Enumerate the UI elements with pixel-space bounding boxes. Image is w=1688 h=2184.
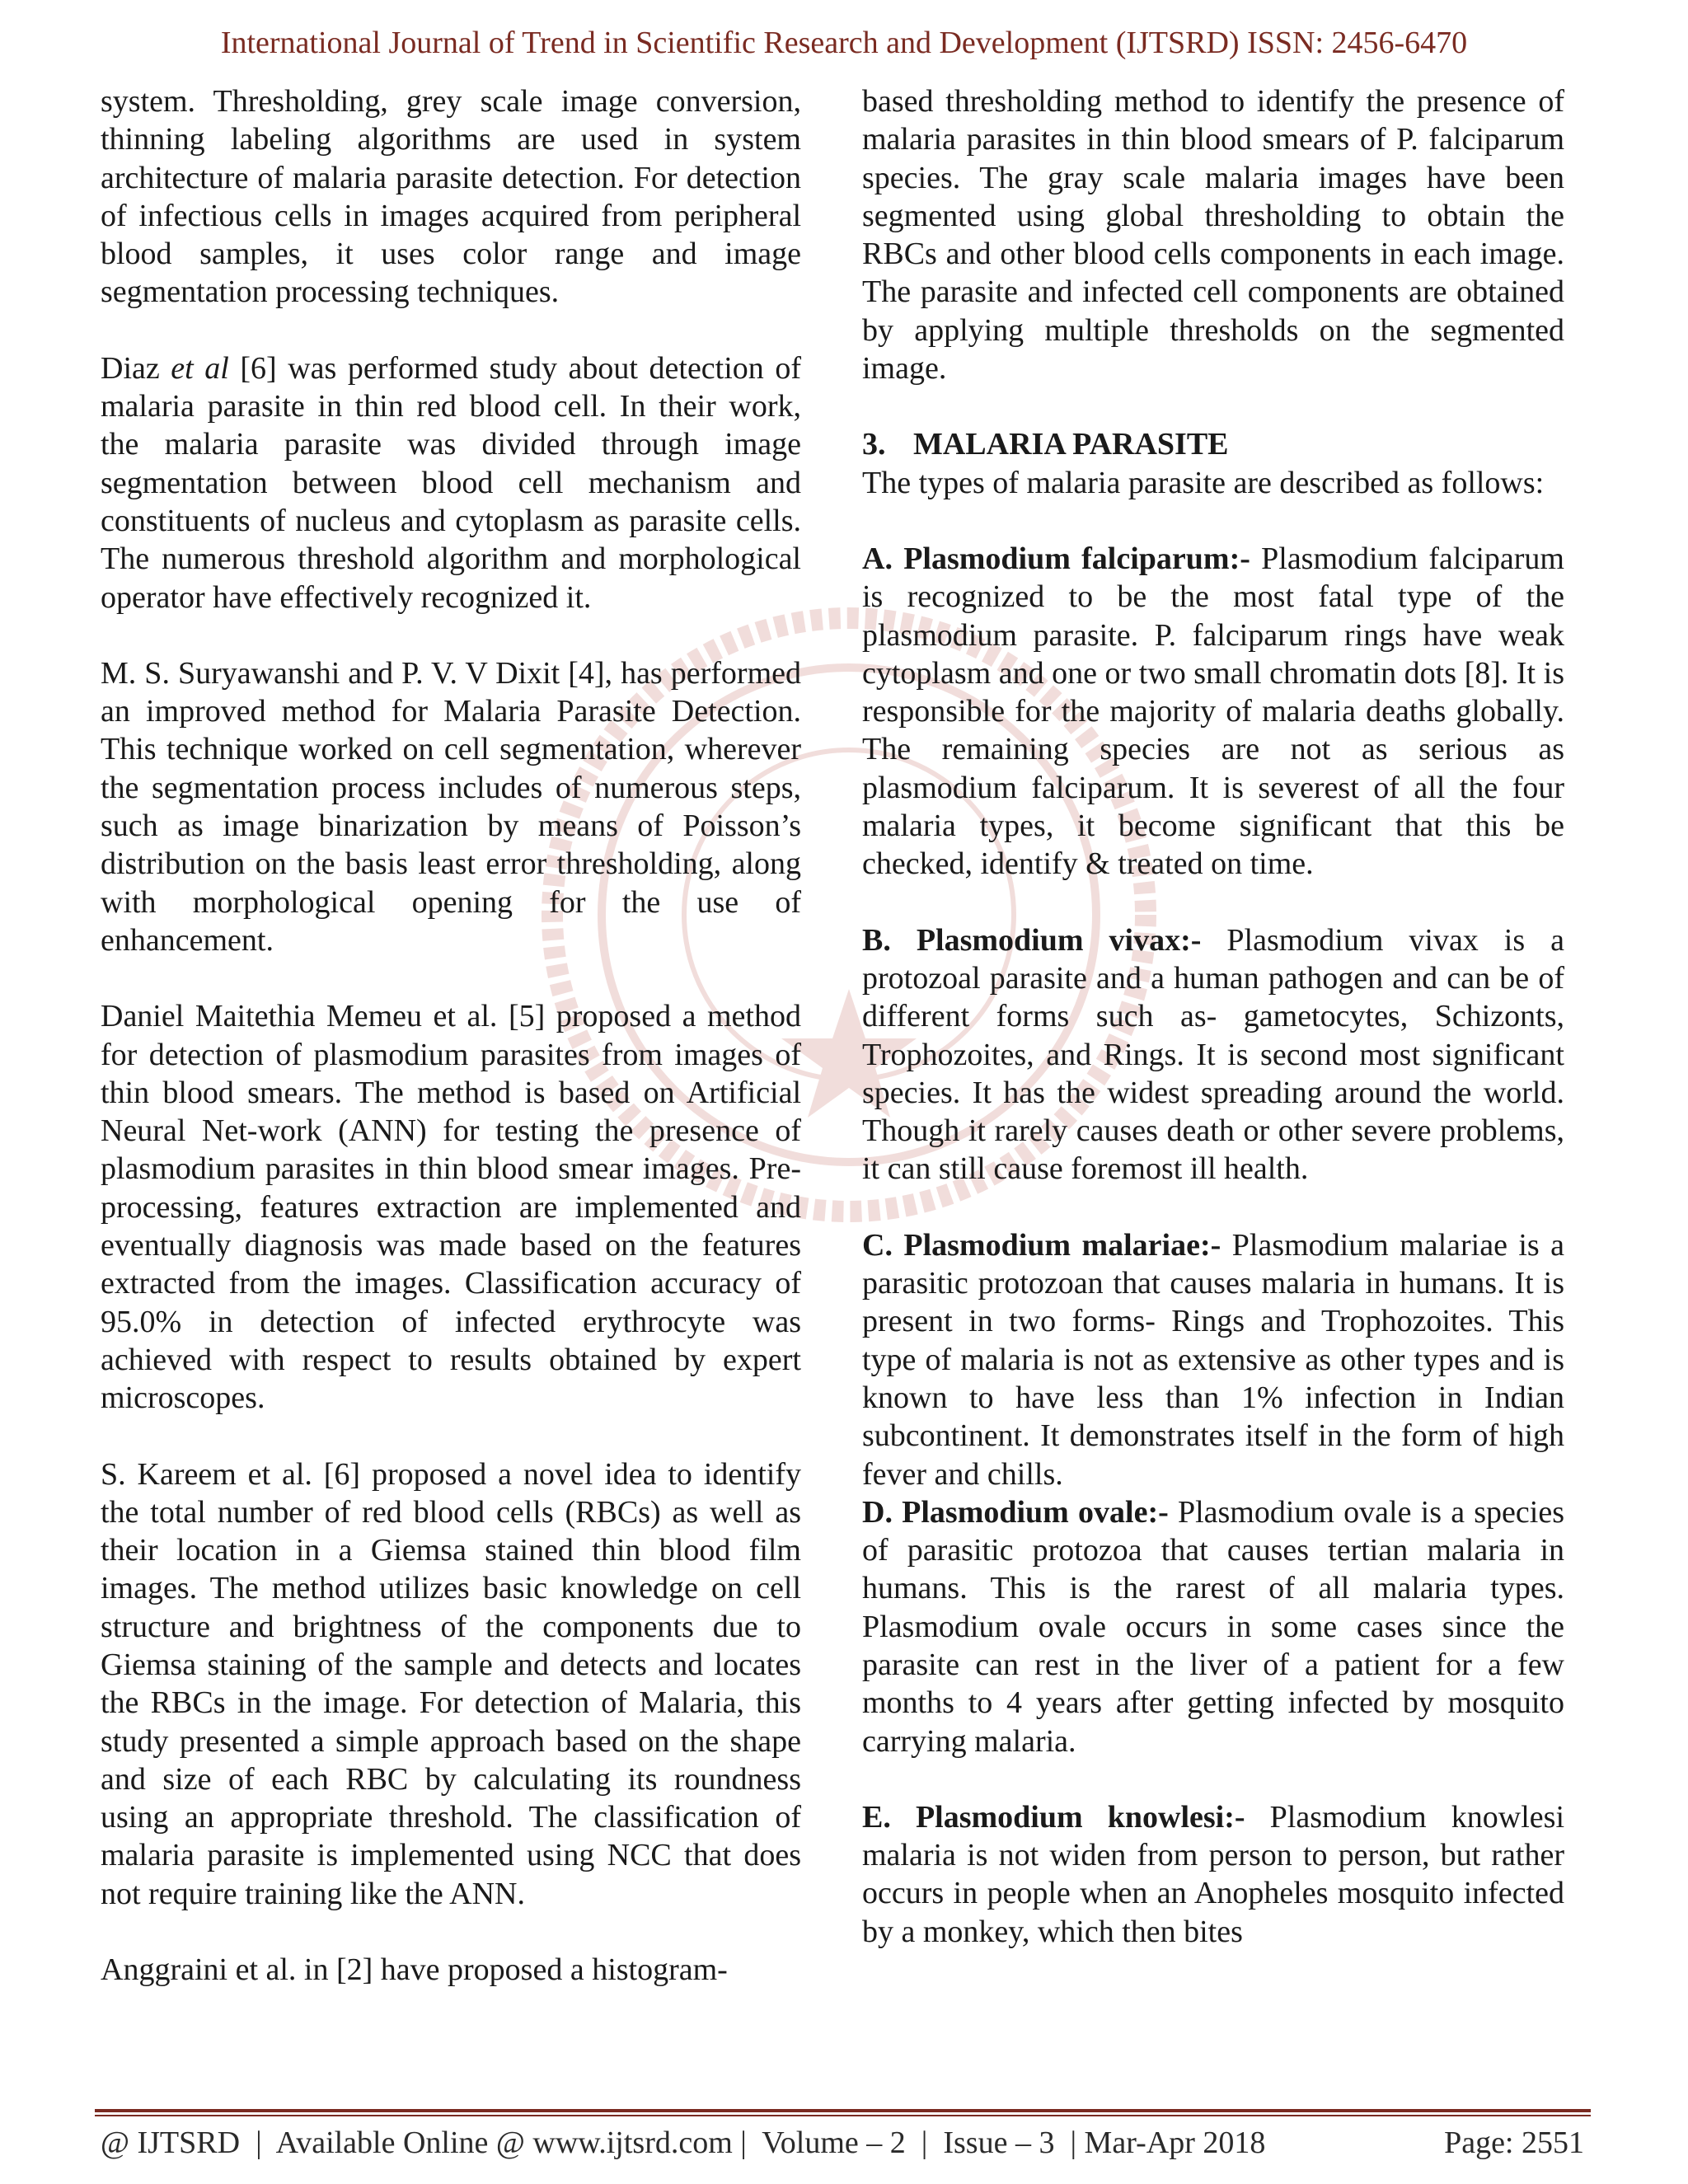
section-number: 3. [862, 427, 886, 462]
paragraph: system. Thresholding, grey scale image conversion, thinning labeling algorithms are used in system architecture of malaria parasite detection. For detection of infectious cells in images acquired from peripheral blood samples, it uses color range and image segmentation processing techniques. [101, 84, 801, 310]
paragraph: M. S. Suryawanshi and P. V. V Dixit [4], has performed an improved method for Malaria Parasite Detection. This technique worked on cell segmentation, wherever the segmentation process includes of numerous steps, such as image binarization by means of Poisson’s distribution on the basis least error thresholding, along with morphological opening for the use of enhancement. [101, 655, 801, 958]
species-text: Plasmodium falciparum is recognized to be the most fatal type of the plasmodium parasite. P. falciparum rings have weak cytoplasm and one or two small chromatin dots [8]. It is responsible for the majority of malaria deaths globally. The remaining species are not as serious as plasmodium falciparum. It is severest of all the four malaria types, it become significant that this be checked, identify & treated on time. [862, 541, 1564, 882]
paragraph: Anggraini et al. in [2] have proposed a histogram- [101, 1952, 728, 1988]
section-title: MALARIA PARASITE [913, 427, 1229, 462]
right-column [862, 82, 1564, 1951]
page-footer [101, 2125, 1584, 2161]
section-heading [862, 425, 1564, 463]
text: [6] was performed study about detection of malaria parasite in thin red blood cell. In their work, the malaria parasite was divided through image segmentation between blood cell mechanism and constituents of nucleus and cytoplasm as parasite cells. The numerous threshold algorithm and morphological operator have effectively recognized it. [101, 350, 801, 615]
species-falciparum [862, 540, 1564, 883]
paragraph: Daniel Maitethia Memeu et al. [5] proposed a method for detection of plasmodium parasites from images of thin blood smears. The method is based on Artificial Neural Net-work (ANN) for testing the presence of plasmodium parasites in thin blood smear images. Pre-processing, features extraction are implemented and eventually diagnosis was made based on the features extracted from the images. Classification accuracy of 95.0% in detection of infected erythrocyte was achieved with respect to results obtained by expert microscopes. [101, 999, 801, 1416]
journal-header: International Journal of Trend in Scientific Research and Development (IJTSRD) ISSN: 2456-6470 [220, 26, 1468, 60]
species-text: Plasmodium malariae is a parasitic protozoan that causes malaria in humans. It is present in two forms- Rings and Trophozoites. This type of malaria is not as extensive as other types and is known to have less than 1% infection in Indian subcontinent. It demonstrates itself in the form of high fever and chills. [862, 1227, 1564, 1492]
species-text: Plasmodium knowlesi malaria is not widen from person to person, but rather occurs in people when an Anopheles mosquito infected by a monkey, which then bites [862, 1799, 1564, 1949]
species-text: Plasmodium ovale is a species of parasitic protozoa that causes tertian malaria in humans. This is the rarest of all malaria types. Plasmodium ovale occurs in some cases since the parasite can rest in the liver of a patient for a few months to 4 years after getting infected by mosquito carrying malaria. [862, 1494, 1564, 1759]
species-knowlesi [862, 1798, 1564, 1951]
species-malariae [862, 1226, 1564, 1493]
footer-rule [95, 2109, 1591, 2112]
species-ovale [862, 1493, 1564, 1760]
text: Diaz [101, 350, 171, 386]
species-text: Plasmodium vivax is a protozoal parasite and a human pathogen and can be of different forms such as- gametocytes, Schizonts, Trophozoites, and Rings. It is second most significant species. It has the widest spreading around the world. Though it rarely causes death or other severe problems, it can still cause foremost ill health. [862, 922, 1565, 1187]
footer-rule-thin [95, 2115, 1591, 2116]
species-title: B. Plasmodium vivax:- [862, 922, 1202, 958]
species-title: D. Plasmodium ovale:- [862, 1494, 1169, 1530]
left-column [101, 82, 801, 1989]
paragraph-diaz [101, 349, 801, 616]
paragraph: based thresholding method to identify the presence of malaria parasites in thin blood smears of P. falciparum species. The gray scale malaria images have been segmented using global thresholding to obtain the RBCs and other blood cells components in each image. The parasite and infected cell components are obtained by applying multiple thresholds on the segmented image. [862, 84, 1564, 387]
italic-text: et al [171, 350, 229, 386]
paragraph: S. Kareem et al. [6] proposed a novel idea to identify the total number of red blood cells (RBCs) as well as their location in a Giemsa stained thin blood film images. The method utilizes basic knowledge on cell structure and brightness of the components due to Giemsa staining of the sample and detects and locates the RBCs in the image. For detection of Malaria, this study presented a simple approach based on the shape and size of each RBC by calculating its roundness using an appropriate threshold. The classification of malaria parasite is implemented using NCC that does not require training like the ANN. [101, 1456, 801, 1911]
species-title: A. Plasmodium falciparum:- [862, 541, 1250, 576]
footer-text: @ IJTSRD | Available Online @ www.ijtsrd.com | Volume – 2 | Issue – 3 | Mar-Apr 2018 [101, 2125, 1266, 2160]
species-title: C. Plasmodium malariae:- [862, 1227, 1221, 1263]
species-vivax [862, 921, 1564, 1188]
paragraph: The types of malaria parasite are described as follows: [862, 465, 1545, 500]
species-title: E. Plasmodium knowlesi:- [862, 1799, 1245, 1835]
page-number: Page: 2551 [1444, 2125, 1584, 2160]
